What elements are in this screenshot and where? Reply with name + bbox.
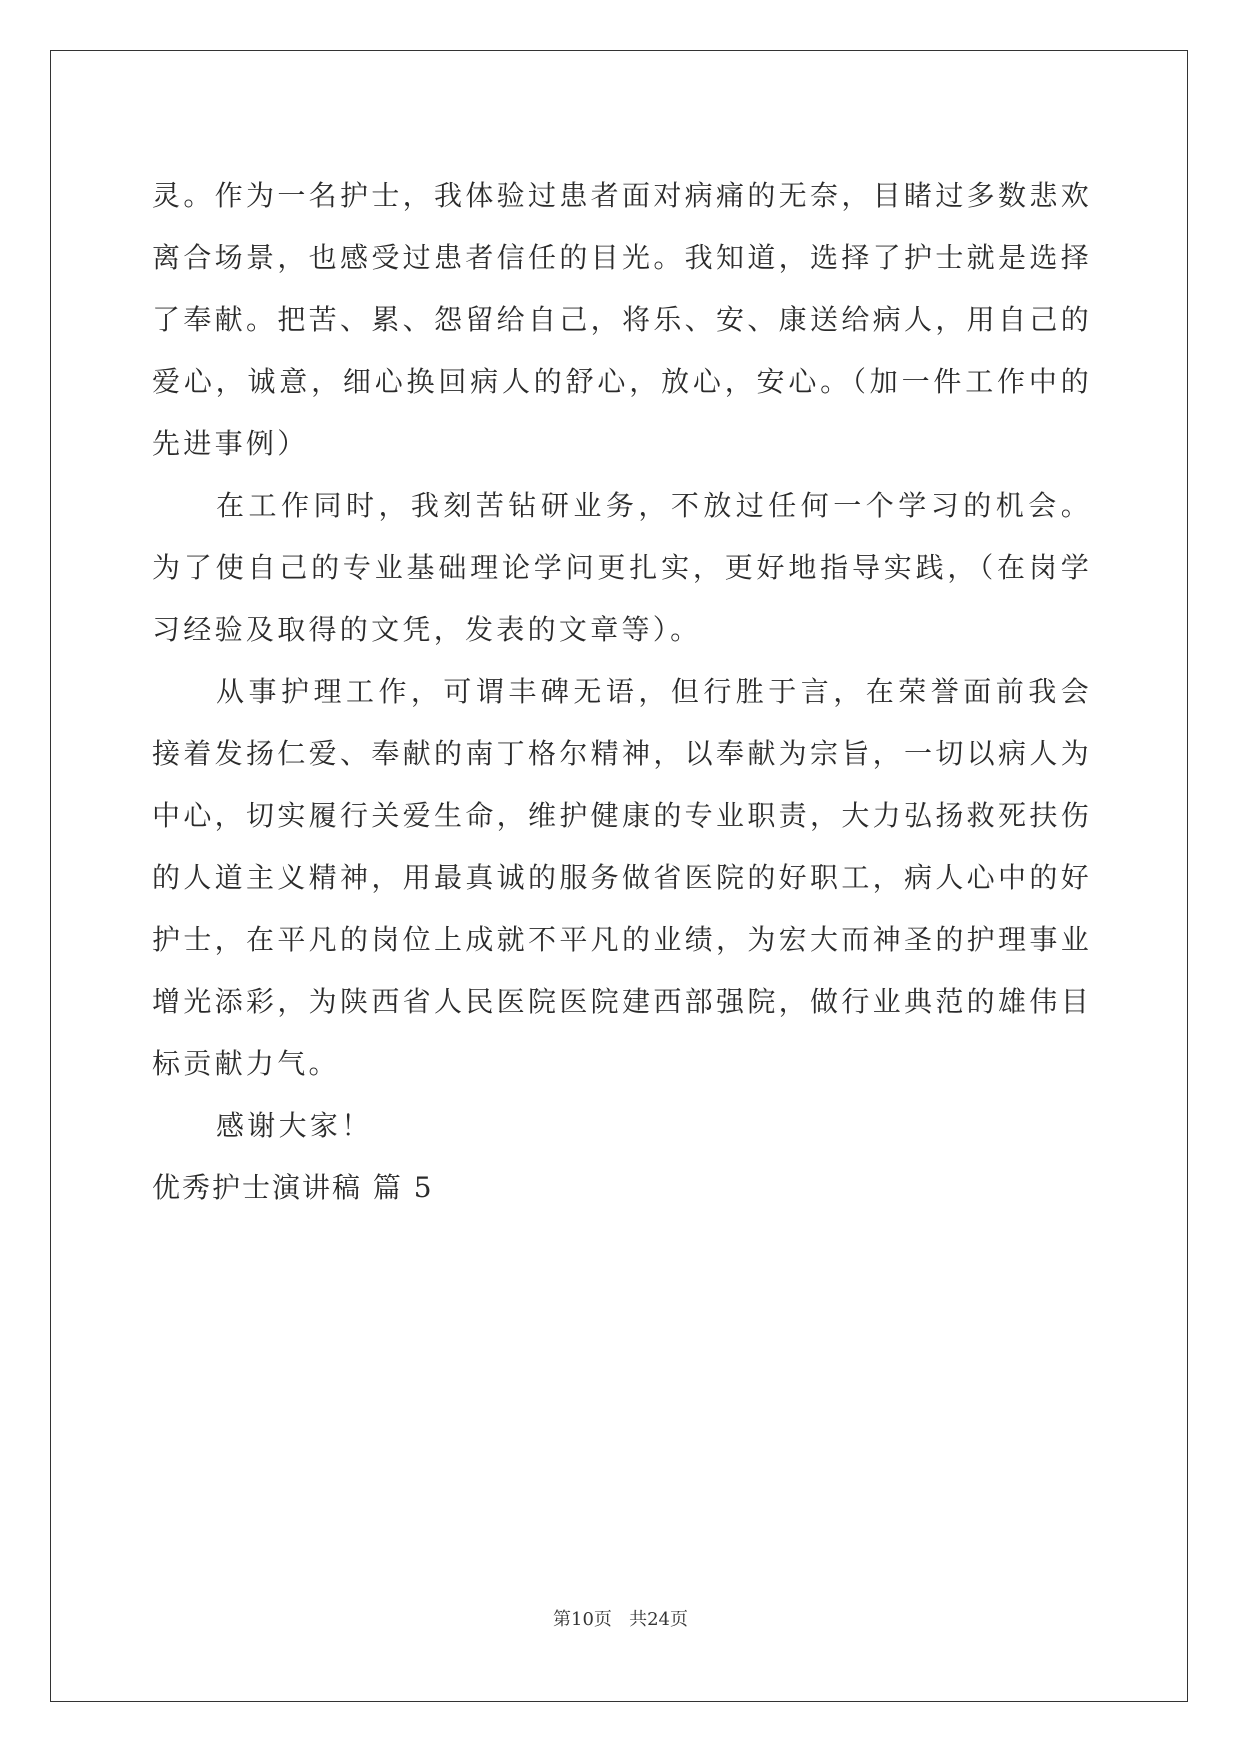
- paragraph-thanks: 感谢大家！: [216, 1109, 373, 1142]
- paragraph-study: 在工作同时，我刻苦钻研业务，不放过任何一个学习的机会。为了使自己的专业基础理论学问更扎实，更好地指导实践，（在岗学习经验及取得的文凭，发表的文章等）。: [152, 489, 1092, 646]
- page-number: 第10页: [553, 1609, 612, 1630]
- paragraph-continuation: 灵。作为一名护士，我体验过患者面对病痛的无奈，目睹过多数悲欢离合场景，也感受过患者信任的目光。我知道，选择了护士就是选择了奉献。把苦、累、怨留给自己，将乐、安、康送给病人，用自己的爱心，诚意，细心换回病人的舒心，放心，安心。（加一件工作中的先进事例）: [152, 179, 1092, 460]
- paragraph-career: 从事护理工作，可谓丰碑无语，但行胜于言，在荣誉面前我会接着发扬仁爱、奉献的南丁格尔精神，以奉献为宗旨，一切以病人为中心，切实履行关爱生命，维护健康的专业职责，大力弘扬救死扶伤的人道主义精神，用最真诚的服务做省医院的好职工，病人心中的好护士，在平凡的岗位上成就不平凡的业绩，为宏大而神圣的护理事业增光添彩，为陕西省人民医院医院建西部强院，做行业典范的雄伟目标贡献力气。: [152, 675, 1092, 1080]
- page-footer: [0, 1605, 1241, 1631]
- page-total: 共24页: [629, 1609, 688, 1630]
- section-heading: 优秀护士演讲稿 篇 5: [152, 1171, 434, 1204]
- document-body: [152, 165, 1092, 1219]
